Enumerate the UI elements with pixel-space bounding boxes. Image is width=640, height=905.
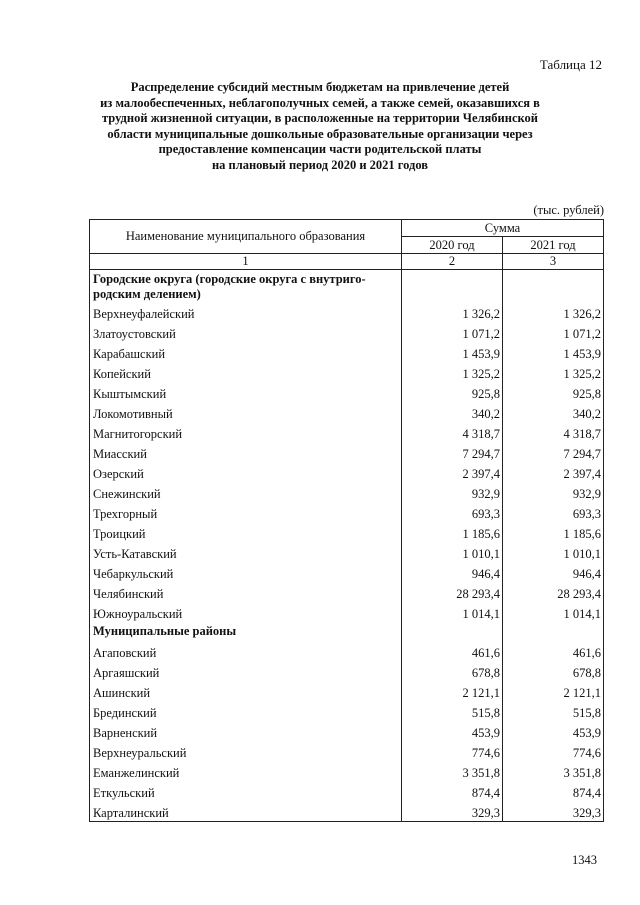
table-row bbox=[90, 602, 604, 622]
table-row bbox=[90, 542, 604, 562]
value-2020: 340,2 bbox=[402, 402, 503, 422]
municipality-name: Верхнеуральский bbox=[90, 741, 402, 761]
value-2020: 1 010,1 bbox=[402, 542, 503, 562]
table-row bbox=[90, 641, 604, 661]
municipality-name: Копейский bbox=[90, 362, 402, 382]
value-2020: 2 121,1 bbox=[402, 681, 503, 701]
value-2021: 1 010,1 bbox=[503, 542, 604, 562]
subsidy-table bbox=[89, 219, 604, 822]
value-2021: 28 293,4 bbox=[503, 582, 604, 602]
value-2020: 874,4 bbox=[402, 781, 503, 801]
empty-cell bbox=[402, 270, 503, 303]
value-2021: 3 351,8 bbox=[503, 761, 604, 781]
table-row bbox=[90, 721, 604, 741]
municipality-name: Усть-Катавский bbox=[90, 542, 402, 562]
column-number-3: 3 bbox=[503, 254, 604, 270]
municipality-name: Еманжелинский bbox=[90, 761, 402, 781]
municipality-name: Верхнеуфалейский bbox=[90, 302, 402, 322]
municipality-name: Троицкий bbox=[90, 522, 402, 542]
table-row bbox=[90, 382, 604, 402]
value-2021: 946,4 bbox=[503, 562, 604, 582]
section-title-line: Городские округа (городские округа с внутриго- bbox=[93, 272, 366, 286]
value-2021: 2 397,4 bbox=[503, 462, 604, 482]
table-row bbox=[90, 462, 604, 482]
value-2020: 693,3 bbox=[402, 502, 503, 522]
value-2020: 3 351,8 bbox=[402, 761, 503, 781]
municipality-name: Карталинский bbox=[90, 801, 402, 822]
table-row bbox=[90, 781, 604, 801]
empty-cell bbox=[402, 622, 503, 641]
value-2020: 932,9 bbox=[402, 482, 503, 502]
value-2020: 28 293,4 bbox=[402, 582, 503, 602]
value-2020: 946,4 bbox=[402, 562, 503, 582]
empty-cell bbox=[503, 270, 604, 303]
value-2020: 2 397,4 bbox=[402, 462, 503, 482]
municipality-name: Карабашский bbox=[90, 342, 402, 362]
value-2020: 1 325,2 bbox=[402, 362, 503, 382]
municipality-name: Южноуральский bbox=[90, 602, 402, 622]
table-body bbox=[90, 270, 604, 822]
table-row bbox=[90, 362, 604, 382]
value-2021: 4 318,7 bbox=[503, 422, 604, 442]
column-number-1: 1 bbox=[90, 254, 402, 270]
value-2020: 774,6 bbox=[402, 741, 503, 761]
value-2020: 1 453,9 bbox=[402, 342, 503, 362]
value-2021: 7 294,7 bbox=[503, 442, 604, 462]
table-row bbox=[90, 422, 604, 442]
section-title-line: родским делением) bbox=[93, 287, 201, 301]
value-2021: 515,8 bbox=[503, 701, 604, 721]
table-row bbox=[90, 761, 604, 781]
value-2021: 774,6 bbox=[503, 741, 604, 761]
empty-cell bbox=[503, 622, 604, 641]
municipality-name: Локомотивный bbox=[90, 402, 402, 422]
value-2021: 678,8 bbox=[503, 661, 604, 681]
table-row bbox=[90, 402, 604, 422]
section-title-line: Муниципальные районы bbox=[93, 624, 237, 638]
value-2021: 1 453,9 bbox=[503, 342, 604, 362]
table-row bbox=[90, 442, 604, 462]
value-2021: 1 326,2 bbox=[503, 302, 604, 322]
title-line: предоставление компенсации части родительской платы bbox=[158, 142, 482, 157]
column-header-2021: 2021 год bbox=[503, 237, 604, 254]
table-row bbox=[90, 701, 604, 721]
municipality-name: Озерский bbox=[90, 462, 402, 482]
value-2021: 453,9 bbox=[503, 721, 604, 741]
value-2021: 932,9 bbox=[503, 482, 604, 502]
table-row bbox=[90, 302, 604, 322]
municipality-name: Трехгорный bbox=[90, 502, 402, 522]
value-2020: 515,8 bbox=[402, 701, 503, 721]
section-title bbox=[90, 270, 402, 303]
table-row bbox=[90, 322, 604, 342]
table-row bbox=[90, 801, 604, 822]
table-row bbox=[90, 342, 604, 362]
municipality-name: Челябинский bbox=[90, 582, 402, 602]
table-row bbox=[90, 681, 604, 701]
column-header-name: Наименование муниципального образования bbox=[90, 220, 402, 254]
value-2020: 1 014,1 bbox=[402, 602, 503, 622]
value-2021: 693,3 bbox=[503, 502, 604, 522]
title-line: области муниципальные дошкольные образовательные организации через bbox=[107, 126, 533, 141]
units-label: (тыс. рублей) bbox=[533, 203, 604, 217]
title-line: из малообеспеченных, неблагополучных семей, а также семей, оказавшихся в bbox=[100, 95, 540, 110]
value-2021: 1 185,6 bbox=[503, 522, 604, 542]
table-row bbox=[90, 741, 604, 761]
municipality-name: Златоустовский bbox=[90, 322, 402, 342]
value-2020: 329,3 bbox=[402, 801, 503, 822]
municipality-name: Ашинский bbox=[90, 681, 402, 701]
section-row bbox=[90, 622, 604, 641]
municipality-name: Магнитогорский bbox=[90, 422, 402, 442]
title-line: Распределение субсидий местным бюджетам на привлечение детей bbox=[130, 80, 510, 94]
value-2021: 1 071,2 bbox=[503, 322, 604, 342]
municipality-name: Еткульский bbox=[90, 781, 402, 801]
municipality-name: Агаповский bbox=[90, 641, 402, 661]
column-header-2020: 2020 год bbox=[402, 237, 503, 254]
value-2021: 1 325,2 bbox=[503, 362, 604, 382]
table-row bbox=[90, 502, 604, 522]
value-2021: 461,6 bbox=[503, 641, 604, 661]
value-2021: 874,4 bbox=[503, 781, 604, 801]
value-2021: 329,3 bbox=[503, 801, 604, 822]
value-2020: 1 071,2 bbox=[402, 322, 503, 342]
value-2020: 1 326,2 bbox=[402, 302, 503, 322]
municipality-name: Варненский bbox=[90, 721, 402, 741]
column-header-sum: Сумма bbox=[402, 220, 604, 237]
municipality-name: Аргаяшский bbox=[90, 661, 402, 681]
value-2020: 7 294,7 bbox=[402, 442, 503, 462]
value-2021: 2 121,1 bbox=[503, 681, 604, 701]
value-2020: 678,8 bbox=[402, 661, 503, 681]
municipality-name: Кыштымский bbox=[90, 382, 402, 402]
table-row bbox=[90, 562, 604, 582]
title-line: трудной жизненной ситуации, в расположенные на территории Челябинской bbox=[102, 111, 538, 126]
table-label: Таблица 12 bbox=[539, 57, 602, 72]
municipality-name: Чебаркульский bbox=[90, 562, 402, 582]
value-2020: 925,8 bbox=[402, 382, 503, 402]
value-2021: 1 014,1 bbox=[503, 602, 604, 622]
page-number: 1343 bbox=[572, 853, 597, 867]
table-row bbox=[90, 522, 604, 542]
table-row bbox=[90, 482, 604, 502]
municipality-name: Брединский bbox=[90, 701, 402, 721]
section-title bbox=[90, 622, 402, 641]
value-2020: 453,9 bbox=[402, 721, 503, 741]
municipality-name: Снежинский bbox=[90, 482, 402, 502]
value-2021: 340,2 bbox=[503, 402, 604, 422]
value-2021: 925,8 bbox=[503, 382, 604, 402]
municipality-name: Миасский bbox=[90, 442, 402, 462]
value-2020: 4 318,7 bbox=[402, 422, 503, 442]
value-2020: 461,6 bbox=[402, 641, 503, 661]
table-row bbox=[90, 582, 604, 602]
section-row bbox=[90, 270, 604, 303]
column-number-2: 2 bbox=[402, 254, 503, 270]
table-row bbox=[90, 661, 604, 681]
value-2020: 1 185,6 bbox=[402, 522, 503, 542]
document-title bbox=[70, 80, 570, 174]
title-line: на плановый период 2020 и 2021 годов bbox=[211, 157, 429, 172]
